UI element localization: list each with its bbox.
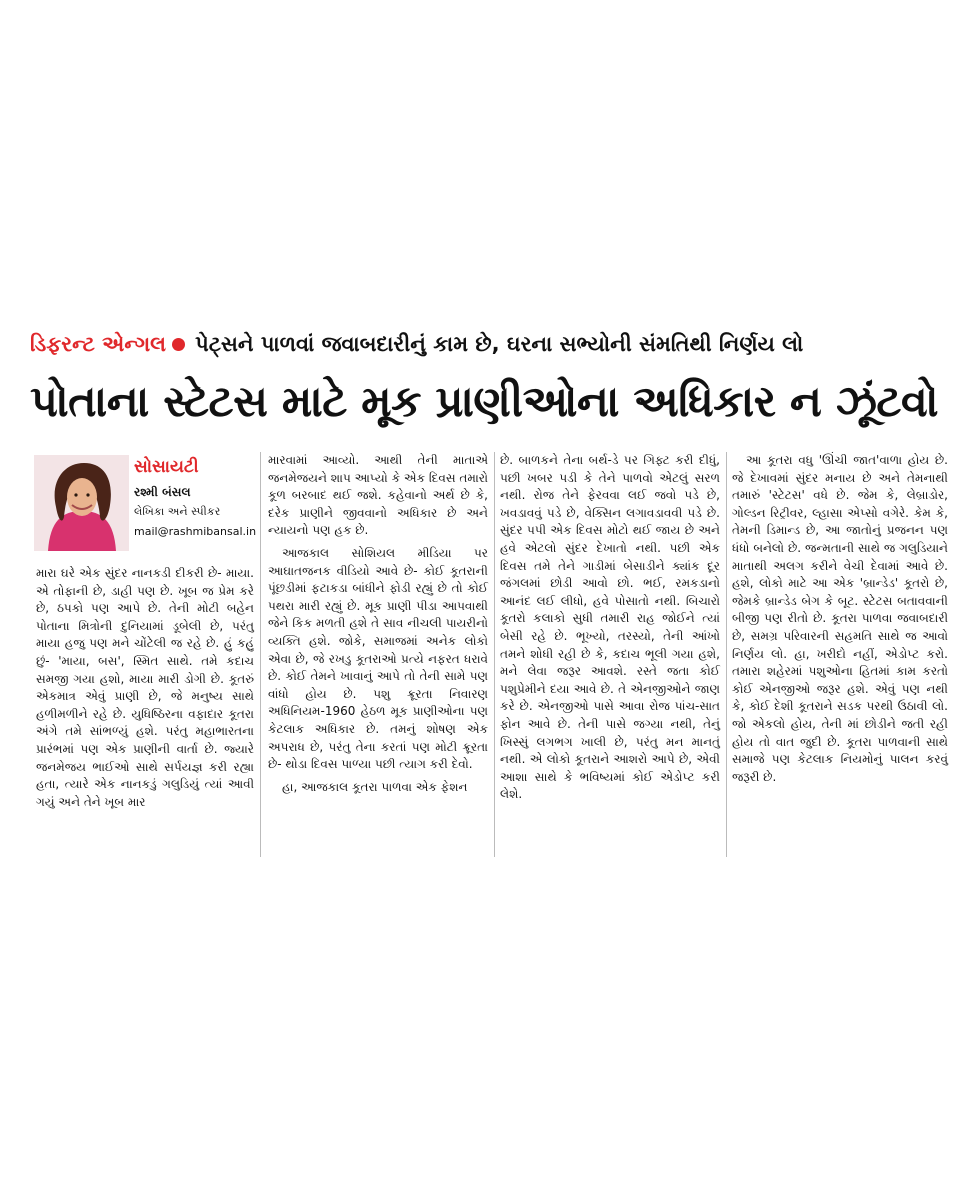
paragraph: મારા ઘરે એક સુંદર નાનકડી દીકરી છે- માયા. એ તોફાની છે, ડાહી પણ છે. ખૂબ જ પ્રેમ કરે છે, ઠપકો પણ આપે છે. તેની મોટી બહેન પોતાના મિત્રોની દુનિયામાં ડૂબેલી છે, પરંતુ માયા હજુ પણ મને ચોંટેલી જ રહે છે. હું કહું છું- 'માયા, બસ', સ્મિત સાથે. તમે કદાચ સમજી ગયા હશો, માયા મારી ડોગી છે. કૂતરું એકમાત્ર એવું પ્રાણી છે, જે મનુષ્ય સાથે હળીમળીને રહે છે. યુધિષ્ઠિરના વફાદાર કૂતરા અંગે તમે સાંભળ્યું હશે. પરંતુ મહાભારતના પ્રારંભમાં પણ એક પ્રાણીની વાર્તા છે. જ્યારે જનમેજય ભાઈઓ સાથે સર્પયજ્ઞ કરી રહ્યા હતા, ત્યારે એક નાનકડું ગલુડિયું ત્યાં આવી ગયું અને તેને ખૂબ માર xyxy=(36,566,254,809)
headline-area xyxy=(30,318,938,432)
bullet-dot-icon xyxy=(172,338,185,351)
author-byline xyxy=(34,455,257,551)
paragraph: આજકાલ સોશિયલ મીડિયા પર આઘાતજનક વીડિયો આવે છે- કોઈ કૂતરાની પૂંછડીમાં ફટાકડા બાંધીને ફોડી રહ્યું છે તો કોઈ પથરા મારી રહ્યું છે. મૂક પ્રાણી પીડા આપવાથી જેને કિક મળતી હશે તે સાવ નીચલી પાયરીનો વ્યક્તિ હશે. જોકે, સમાજમાં અનેક લોકો એવા છે, જે રખડુ કૂતરાઓ પ્રત્યે નફરત ધરાવે છે. કોઈ તેમને ખાવાનું આપે તો તેની સામે પણ વાંધો હોય છે. પશુ ક્રૂરતા નિવારણ અધિનિયમ-1960 હેઠળ મૂક પ્રાણીઓના પણ કેટલાક અધિકાર છે. તમનું શોષણ એક અપરાધ છે, પરંતુ તેના કરતાં પણ મોટી ક્રૂરતા છે- થોડા દિવસ પાળ્યા પછી ત્યાગ કરી દેવો. xyxy=(268,545,488,772)
article-column-3 xyxy=(500,452,720,804)
author-photo xyxy=(34,455,129,551)
paragraph: છે. બાળકને તેના બર્થ-ડે પર ગિફ્ટ કરી દીધું, પછી ખબર પડી કે તેને પાળવો એટલું સરળ નથી. રોજ તેને ફેરવવા લઈ જવો પડે છે, ખવડાવવું પડે છે, વેક્સિન લગાવડાવવી પડે છે. સુંદર પપી એક દિવસ મોટો થઈ જાય છે અને હવે એટલો સુંદર દેખાતો નથી. પછી એક દિવસ તમે તેને ગાડીમાં બેસાડીને ક્યાંક દૂર જંગલમાં છોડી આવો છો. ભઈ, રમકડાનો આનંદ લઈ લીધો, હવે પોસાતો નથી. બિચારો કૂતરો કલાકો સુધી તમારી રાહ જોઈને ત્યાં બેસી રહે છે. ભૂખ્યો, તરસ્યો, તેની આંખો તમને શોધી રહી છે કે, કદાચ ભૂલી ગયા હશે, મને લેવા જરૂર આવશે. રસ્તે જતા કોઈ પશુપ્રેમીને દયા આવે છે. તે એનજીઓને જાણ કરે છે. એનજીઓ પાસે આવા રોજ પાંચ-સાત ફોન આવે છે. તેની પાસે જગ્યા નથી, તેનું ખિસ્સું લગભગ ખાલી છે, પરંતુ મન માનતું નથી. એ લોકો કૂતરાને આશરો આપે છે, એવી આશા સાથે કે ભવિષ્યમાં કોઈ એડોપ્ટ કરી લેશે. xyxy=(500,453,720,802)
article-column-2 xyxy=(268,452,488,796)
article-column-1 xyxy=(36,565,254,811)
kicker-text: પેટ્સને પાળવાં જવાબદારીનું કામ છે, ઘરના સભ્યોની સંમતિથી નિર્ણય લો xyxy=(195,331,804,356)
kicker-tag: ડિફરન્ટ એન્ગલ xyxy=(30,331,167,356)
section-name: સોસાયટી xyxy=(134,457,199,477)
author-role: લેખિકા અને સ્પીકર xyxy=(134,505,221,518)
article-column-4 xyxy=(732,452,948,786)
author-name: રશ્મી બંસલ xyxy=(134,485,191,499)
paragraph: મારવામાં આવ્યો. આથી તેની માતાએ જનમેજયને શાપ આપ્યો કે એક દિવસ તમારો કૂળ બરબાદ થઈ જશે. કહેવાનો અર્થ છે કે, દરેક પ્રાણીને જીવવાનો અધિકાર છે અને ન્યાયનો પણ હક છે. xyxy=(268,453,488,538)
paragraph: આ કૂતરા વધુ 'ઊંચી જાત'વાળા હોય છે. જે દેખાવમાં સુંદર મનાય છે અને તેમનાથી તમારું 'સ્ટેટસ' વધે છે. જેમ કે, લેબ્રાડોર, ગોલ્ડન રિટ્રીવર, લ્હાસા એપ્સો વગેરે. કેમ કે, તેમની ડિમાન્ડ છે, આ જાતોનું પ્રજનન પણ ધંધો બનેલો છે. જન્મતાની સાથે જ ગલુડિયાને માતાથી અલગ કરીને વેચી દેવામાં આવે છે. હશે, લોકો માટે આ એક 'બ્રાન્ડેડ' કૂતરો છે, જેમકે બ્રાન્ડેડ બેગ કે બૂટ. સ્ટેટસ બતાવવાની બીજી પણ રીતો છે. કૂતરા પાળવા જવાબદારી છે, સમગ્ર પરિવારની સહમતિ સાથે જ આવો નિર્ણય લો. હા, ખરીદો નહીં, એડોપ્ટ કરો. તમારા શહેરમાં પશુઓના હિતમાં કામ કરતો કોઈ એનજીઓ જરૂર હશે. એવું પણ નથી કે, કોઈ દેશી કૂતરાને સડક પરથી ઉઠાવી લો. જો એકલો હોય, તેની માં છોડીને જતી રહી હોય તો વાત જુદી છે. કૂતરા પાળવાની સાથે સમાજે પણ કેટલાક નિયમોનું પાલન કરવું જરૂરી છે. xyxy=(732,453,948,784)
column-divider xyxy=(494,452,495,857)
paragraph: હા, આજકાલ કૂતરા પાળવા એક ફેશન xyxy=(282,779,468,794)
column-divider xyxy=(260,452,261,857)
column-divider xyxy=(726,452,727,857)
headline: પોતાના સ્ટેટસ માટે મૂક પ્રાણીઓના અધિકાર ન ઝૂંટવો xyxy=(30,377,938,427)
author-email: mail@rashmibansal.in xyxy=(134,525,257,538)
kicker-line xyxy=(30,318,930,370)
